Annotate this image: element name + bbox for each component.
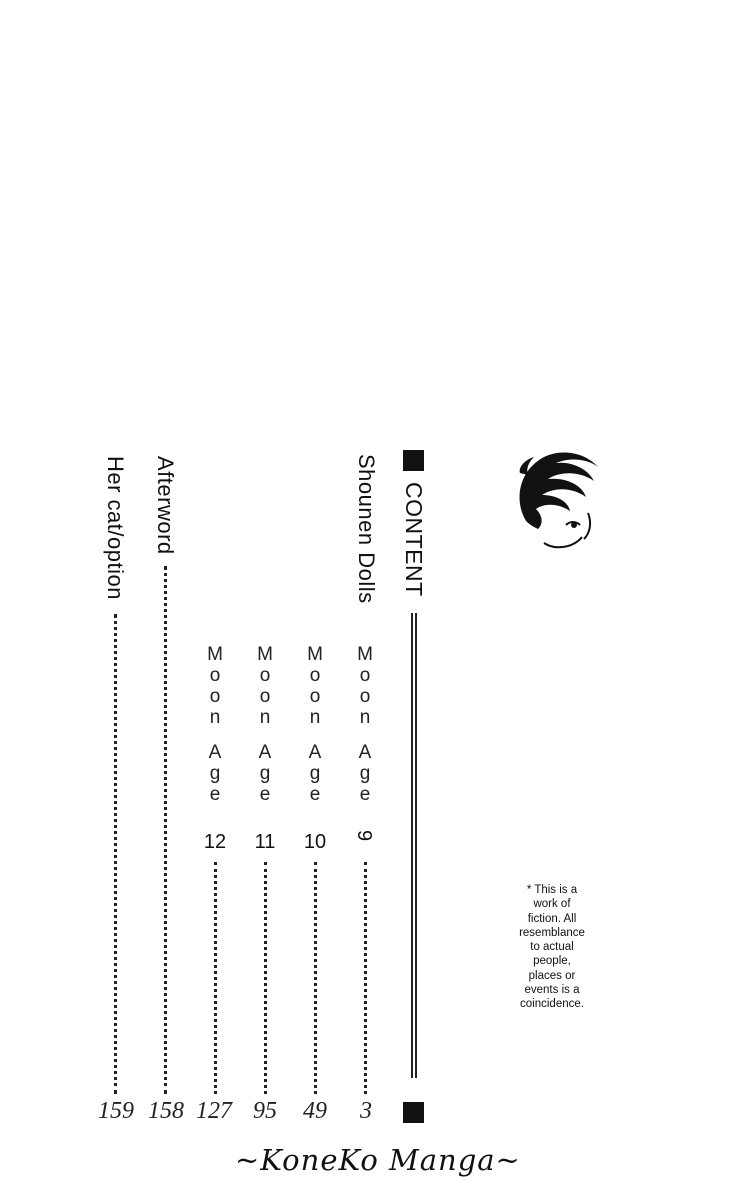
heading-rule xyxy=(411,613,413,1078)
leader-dots xyxy=(114,614,117,1094)
leader-dots xyxy=(314,862,317,1094)
page-number: 127 xyxy=(196,1098,232,1124)
heading-square-top xyxy=(403,450,424,471)
scanlation-credit: ~KoneKo Manga~ xyxy=(235,1143,521,1177)
chapter-label: M o o n A g e xyxy=(207,644,223,805)
chapter-label: M o o n A g e xyxy=(357,644,373,805)
fiction-disclaimer: * This is a work of fiction. All resemblance to actual people, places or events is a coincidence. xyxy=(519,884,585,1011)
leader-dots xyxy=(164,566,167,1094)
page-number: 3 xyxy=(360,1098,372,1124)
chapter-number: 11 xyxy=(254,831,276,853)
toc-entry-afterword[interactable]: Afterword xyxy=(153,456,178,555)
chapter-number: 10 xyxy=(303,831,327,853)
leader-dots xyxy=(364,862,367,1094)
heading-rule-second xyxy=(415,613,417,1078)
page-number: 49 xyxy=(303,1098,327,1124)
chapter-label: M o o n A g e xyxy=(307,644,323,805)
page-number: 159 xyxy=(98,1098,134,1124)
logo-emblem xyxy=(508,443,608,553)
series-title: Shounen Dolls xyxy=(354,454,379,604)
toc-entry-chapter-11[interactable] xyxy=(250,644,280,853)
chapter-number: 9 xyxy=(353,830,375,842)
toc-entry-chapter-9[interactable] xyxy=(350,644,380,842)
chapter-label: M o o n A g e xyxy=(257,644,273,805)
toc-entry-chapter-10[interactable] xyxy=(300,644,330,853)
chapter-number: 12 xyxy=(203,831,227,853)
toc-heading: CONTENT xyxy=(401,482,427,597)
leader-dots xyxy=(214,862,217,1094)
toc-entry-her-cat-option[interactable]: Her cat/option xyxy=(103,456,128,600)
heading-square-bottom xyxy=(403,1102,424,1123)
page-number: 95 xyxy=(253,1098,277,1124)
leader-dots xyxy=(264,862,267,1094)
toc-entry-chapter-12[interactable] xyxy=(200,644,230,853)
page-number: 158 xyxy=(148,1098,184,1124)
